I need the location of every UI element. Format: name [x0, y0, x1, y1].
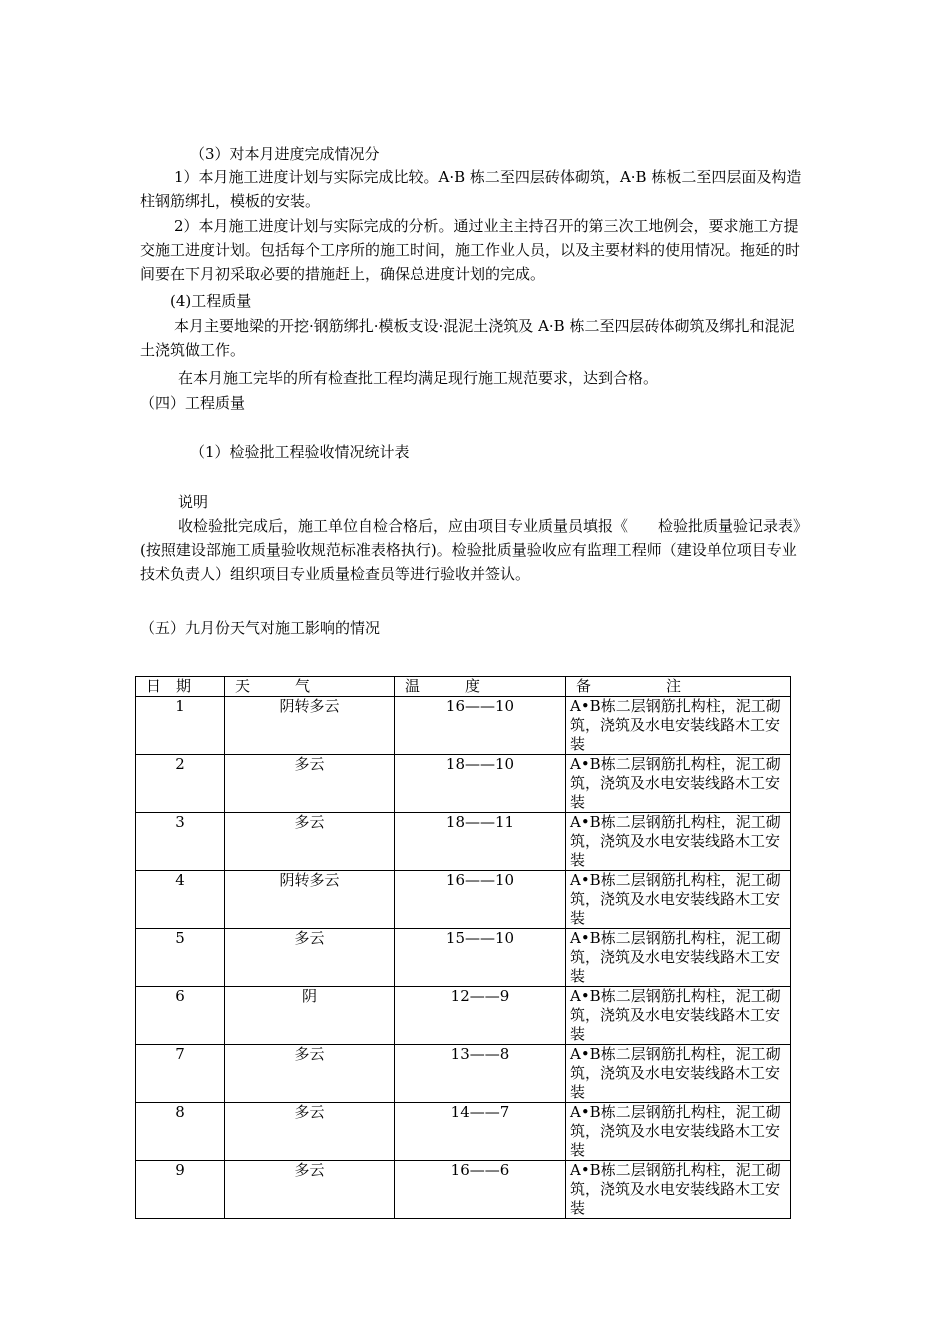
section4-heading: (4)工程质量	[170, 292, 252, 310]
remarks-cell: A•B栋二层钢筋扎构柱，泥工砌筑，浇筑及水电安装线路木工安装	[566, 987, 791, 1045]
table-row	[136, 813, 791, 871]
temperature-cell: 16——10	[395, 697, 566, 755]
remarks-cell: A•B栋二层钢筋扎构柱，泥工砌筑，浇筑及水电安装线路木工安装	[566, 755, 791, 813]
temperature-cell: 18——11	[395, 813, 566, 871]
weather-cell: 多云	[225, 1103, 395, 1161]
day-cell: 9	[136, 1161, 225, 1219]
table-row	[136, 755, 791, 813]
table-row	[136, 929, 791, 987]
day-cell: 6	[136, 987, 225, 1045]
section4-paragraph-2: 在本月施工完毕的所有检查批工程均满足现行施工规范要求，达到合格。	[178, 369, 659, 387]
temperature-cell: 16——10	[395, 871, 566, 929]
day-cell: 5	[136, 929, 225, 987]
note-body: 收检验批完成后，施工单位自检合格后，应由项目专业质量员填报《 检验批质量验记录表》(按照建设部施工质量验收规范标准表格执行)。检验批质量验收应有监理工程师（建设单位项目专业技术负责人）组织项目专业质量检查员等进行验收并签认。	[140, 517, 809, 583]
remarks-cell: A•B栋二层钢筋扎构柱，泥工砌筑，浇筑及水电安装线路木工安装	[566, 1161, 791, 1219]
temperature-cell: 13——8	[395, 1045, 566, 1103]
weather-cell: 阴	[225, 987, 395, 1045]
remarks-cell: A•B栋二层钢筋扎构柱，泥工砌筑，浇筑及水电安装线路木工安装	[566, 871, 791, 929]
header-weather: 天 气	[225, 677, 395, 697]
part-four-heading: （四）工程质量	[140, 394, 246, 412]
day-cell: 2	[136, 755, 225, 813]
section3-heading: （3）对本月进度完成情况分	[190, 145, 380, 163]
temperature-cell: 18——10	[395, 755, 566, 813]
day-cell: 3	[136, 813, 225, 871]
day-cell: 8	[136, 1103, 225, 1161]
weather-cell: 多云	[225, 755, 395, 813]
remarks-cell: A•B栋二层钢筋扎构柱，泥工砌筑，浇筑及水电安装线路木工安装	[566, 929, 791, 987]
section3-paragraph-2: 2）本月施工进度计划与实际完成的分析。通过业主主持召开的第三次工地例会，要求施工方提交施工进度计划。包括每个工序所的施工时间，施工作业人员，以及主要材料的使用情况。拖延的时间要在下月初采取必要的措施赶上，确保总进度计划的完成。	[140, 217, 801, 283]
header-date: 日 期	[136, 677, 225, 697]
weather-cell: 多云	[225, 1045, 395, 1103]
weather-cell: 多云	[225, 813, 395, 871]
header-remarks: 备 注	[566, 677, 791, 697]
section3-paragraph-1: 1）本月施工进度计划与实际完成比较。A·B 栋二至四层砖体砌筑，A·B 栋板二至四层面及构造柱钢筋绑扎，模板的安装。	[140, 168, 802, 210]
table-row	[136, 1161, 791, 1219]
note-title: 说明	[178, 493, 209, 511]
table-row	[136, 987, 791, 1045]
table-header-row	[136, 677, 791, 697]
table-row	[136, 1103, 791, 1161]
part-five-heading: （五）九月份天气对施工影响的情况	[140, 619, 381, 637]
temperature-cell: 16——6	[395, 1161, 566, 1219]
temperature-cell: 15——10	[395, 929, 566, 987]
weather-table	[135, 676, 791, 1219]
weather-cell: 阴转多云	[225, 697, 395, 755]
header-temperature: 温 度	[395, 677, 566, 697]
section4-paragraph-1: 本月主要地梁的开挖·钢筋绑扎·模板支设·混泥土浇筑及 A·B 栋二至四层砖体砌筑及绑扎和混泥土浇筑做工作。	[140, 317, 795, 359]
weather-cell: 多云	[225, 929, 395, 987]
remarks-cell: A•B栋二层钢筋扎构柱，泥工砌筑，浇筑及水电安装线路木工安装	[566, 1103, 791, 1161]
table-row	[136, 1045, 791, 1103]
weather-cell: 多云	[225, 1161, 395, 1219]
table-row	[136, 871, 791, 929]
day-cell: 7	[136, 1045, 225, 1103]
remarks-cell: A•B栋二层钢筋扎构柱，泥工砌筑，浇筑及水电安装线路木工安装	[566, 1045, 791, 1103]
part-four-subheading: （1）检验批工程验收情况统计表	[190, 443, 410, 461]
day-cell: 1	[136, 697, 225, 755]
temperature-cell: 14——7	[395, 1103, 566, 1161]
temperature-cell: 12——9	[395, 987, 566, 1045]
weather-cell: 阴转多云	[225, 871, 395, 929]
remarks-cell: A•B栋二层钢筋扎构柱，泥工砌筑，浇筑及水电安装线路木工安装	[566, 813, 791, 871]
table-row	[136, 697, 791, 755]
remarks-cell: A•B栋二层钢筋扎构柱，泥工砌筑，浇筑及水电安装线路木工安装	[566, 697, 791, 755]
day-cell: 4	[136, 871, 225, 929]
